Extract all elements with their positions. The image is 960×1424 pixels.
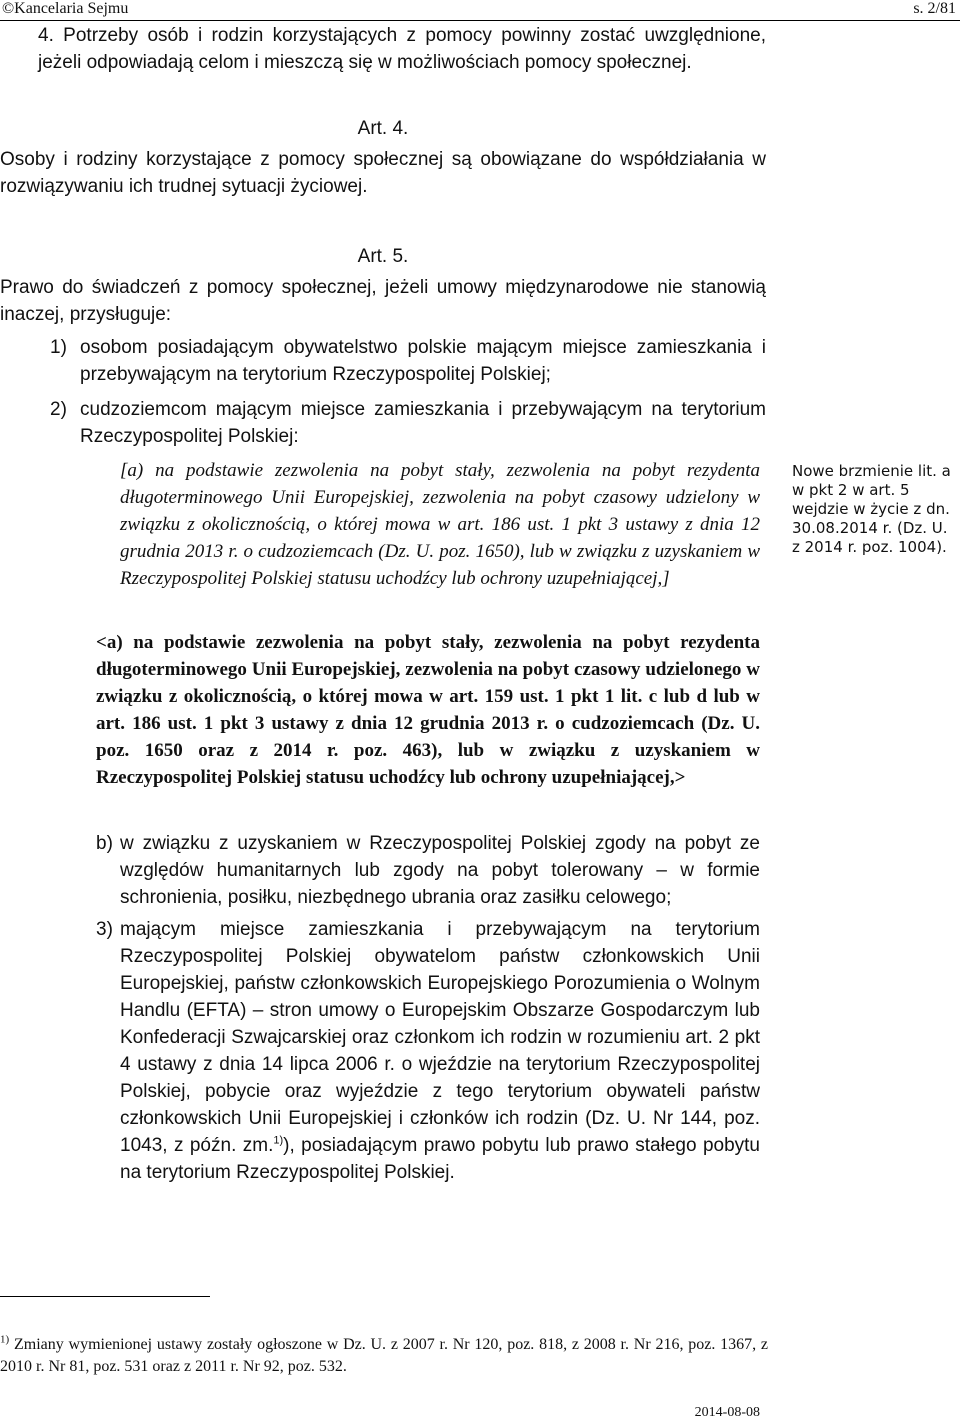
footer-date: 2014-08-08 bbox=[694, 1405, 760, 1420]
art-5-intro: Prawo do świadczeń z pomocy społecznej, jeżeli umowy międzynarodowe nie stanowią inaczej, przysługuje: bbox=[0, 277, 766, 325]
footnote-reference: 1) bbox=[273, 1134, 284, 1147]
item-number: 2) bbox=[50, 399, 67, 420]
art-4-title: Art. 4. bbox=[357, 118, 409, 139]
item-text: mającym miejsce zamieszkania i przebywającym na terytorium Rzeczypospolitej Polskiej obywatelom państw członkowskich Unii Europejskiej, państw członkowskich Europejskiego Porozumienia o Wolnym Handlu (EFTA) – stron umowy o Europejskim Obszarze Gospodarczym lub Konfederacji Szwajcarskiej oraz członkom ich rodzin w rozumieniu art. 2 pkt 4 ustawy z dnia 14 lipca 2006 r. o wjeździe na terytorium Rzeczypospolitej Polskiej, pobycie oraz wyjeździe z tego terytorium obywateli państw członkowskich Unii Europejskiej i członków ich rodzin (Dz. U. Nr 144, poz. 1043, z późn. zm. bbox=[120, 919, 760, 1156]
item-number: b) bbox=[96, 833, 113, 854]
art-5-title: Art. 5. bbox=[357, 246, 409, 267]
paragraph-item-4: 4. Potrzeby osób i rodzin korzystających z pomocy powinny zostać uwzględnione, jeżeli odpowiadają celom i mieszczą się w możliwościach pomocy społecznej. bbox=[38, 25, 766, 73]
art-5-item-2b bbox=[96, 830, 760, 911]
item-text: cudzoziemcom mającym miejsce zamieszkania i przebywającym na terytorium Rzeczypospolitej Polskiej: bbox=[80, 399, 766, 447]
footnote-text: Zmiany wymienionej ustawy zostały ogłoszone w Dz. U. z 2007 r. Nr 120, poz. 818, z 2008 r. Nr 216, poz. 1367, z 2010 r. Nr 81, poz. 531 oraz z 2011 r. Nr 92, poz. 532. bbox=[0, 1336, 769, 1375]
art-5-item-1 bbox=[50, 334, 766, 388]
item-number: 3) bbox=[96, 919, 113, 940]
page-number: s. 2/81 bbox=[913, 0, 956, 17]
header-divider bbox=[0, 20, 960, 21]
item-number: 1) bbox=[50, 337, 67, 358]
header-publisher: ©Kancelaria Sejmu bbox=[2, 0, 129, 17]
margin-note: Nowe brzmienie lit. a w pkt 2 w art. 5 wejdzie w życie z dn. 30.08.2014 r. (Dz. U. z 2014 r. poz. 1004). bbox=[792, 462, 951, 556]
footnote bbox=[0, 1334, 768, 1378]
art-5-item-3 bbox=[96, 916, 760, 1186]
footnote-mark: 1) bbox=[0, 1333, 10, 1346]
item-text-continued: ), posiadającym prawo pobytu lub prawo stałego pobytu na terytorium Rzeczypospolitej Polskiej. bbox=[120, 1135, 760, 1183]
art-5-item-2a-new: <a) na podstawie zezwolenia na pobyt stały, zezwolenia na pobyt rezydenta długoterminowego Unii Europejskiej, zezwolenia na pobyt czasowy udzielonego w związku z okolicznością, o której mowa w art. 159 ust. 1 pkt 1 lit. c lub d lub w art. 186 ust. 1 pkt 3 ustawy z dnia 12 grudnia 2013 r. o cudzoziemcach (Dz. U. poz. 1650 oraz z 2014 r. poz. 463), lub w związku z uzyskaniem w Rzeczypospolitej Polskiej statusu uchodźcy lub ochrony uzupełniającej,> bbox=[96, 632, 760, 788]
item-text: w związku z uzyskaniem w Rzeczypospolitej Polskiej zgody na pobyt ze względów humanitarnych lub zgody na pobyt tolerowany – w formie schronienia, posiłku, niezbędnego ubrania oraz zasiłku celowego; bbox=[120, 833, 760, 908]
footnote-divider bbox=[0, 1296, 210, 1297]
art-5-item-2a-old: [a) na podstawie zezwolenia na pobyt stały, zezwolenia na pobyt rezydenta długoterminowego Unii Europejskiej, zezwolenia na pobyt czasowy udzielony w związku z okolicznością, o której mowa w art. 186 ust. 1 pkt 3 ustawy z dnia 12 grudnia 2013 r. o cudzoziemcach (Dz. U. poz. 1650), lub w związku z uzyskaniem w Rzeczypospolitej Polskiej statusu uchodźcy lub ochrony uzupełniającej,] bbox=[120, 460, 760, 589]
art-4-text: Osoby i rodziny korzystające z pomocy społecznej są obowiązane do współdziałania w rozwiązywaniu ich trudnej sytuacji życiowej. bbox=[0, 149, 766, 197]
art-5-item-2 bbox=[50, 396, 766, 450]
item-text: osobom posiadającym obywatelstwo polskie mającym miejsce zamieszkania i przebywającym na terytorium Rzeczypospolitej Polskiej; bbox=[80, 337, 766, 385]
